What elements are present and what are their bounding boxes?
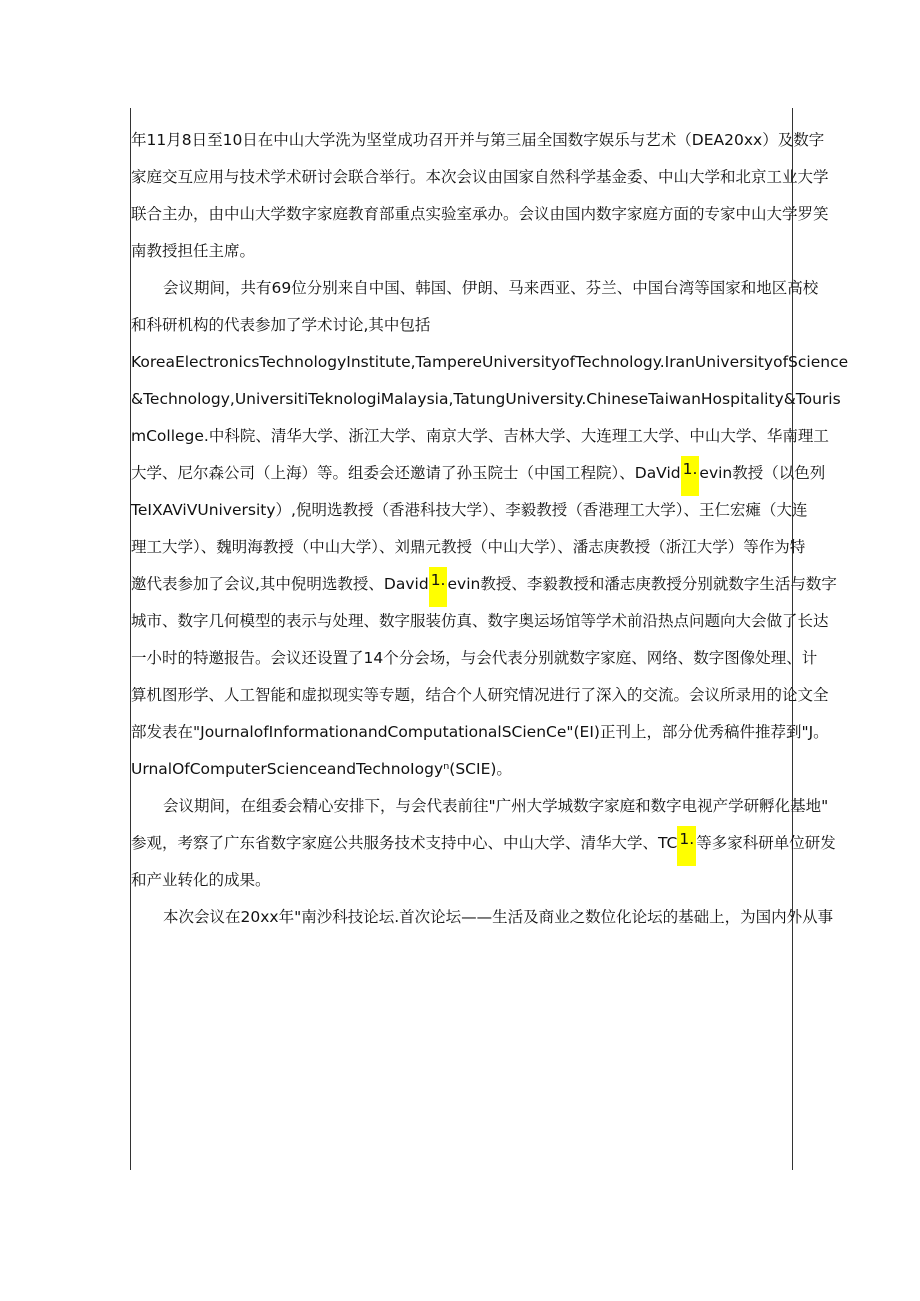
text-line: 本次会议在20xx年"南沙科技论坛.首次论坛——生活及商业之数位化论坛的基础上，为国内外从事 [163,908,834,926]
text-line: 城市、数字几何模型的表示与处理、数字服装仿真、数字奥运场馆等学术前沿热点问题向大会做了长达 [131,612,829,630]
text-line: TeIXAViVUniversity）,倪明选教授（香港科技大学）、李毅教授（香港理工大学）、王仁宏瘫（大连 [131,501,808,519]
document-body [131,122,849,936]
text-line: mCollege.中科院、清华大学、浙江大学、南京大学、吉林大学、大连理工大学、中山大学、华南理工 [131,427,829,445]
text-line: 理工大学）、魏明海教授（中山大学）、刘鼎元教授（中山大学）、潘志庚教授（浙江大学）等作为特 [131,538,806,556]
text-line-with-highlight [131,455,826,492]
text-line: 家庭交互应用与技术学术研讨会联合举行。本次会议由国家自然科学基金委、中山大学和北京工业大学 [131,168,829,186]
line-text-before: 大学、尼尔森公司（上海）等。组委会还邀请了孙玉院士（中国工程院）、DaVid [131,464,681,482]
text-line: 年11月8日至10日在中山大学洗为坚堂成功召开并与第三届全国数字娱乐与艺术（DEA20xx）及数字 [131,131,825,149]
line-text-before: 邀代表参加了会议,其中倪明选教授、David [131,575,429,593]
text-line: &Technology,UniversitiTeknologiMalaysia,TatungUniversity.ChineseTaiwanHospitality&Touris [131,390,841,408]
highlighted-text: 1. [429,567,448,607]
line-text-after: 等多家科研单位研发 [696,834,836,852]
text-line: 算机图形学、人工智能和虚拟现实等专题，结合个人研究情况进行了深入的交流。会议所录用的论文全 [131,686,829,704]
line-text-after: evin教授、李毅教授和潘志庚教授分别就数字生活与数字 [447,575,837,593]
text-line: 联合主办，由中山大学数字家庭教育部重点实验室承办。会议由国内数字家庭方面的专家中山大学罗笑 [131,205,829,223]
text-line: 和产业转化的成果。 [131,871,271,889]
highlighted-text: 1. [681,456,700,496]
line-text-before: 参观，考察了广东省数字家庭公共服务技术支持中心、中山大学、清华大学、TC [131,834,678,852]
text-line: 会议期间，共有69位分别来自中国、韩国、伊朗、马来西亚、芬兰、中国台湾等国家和地区高校 [163,279,819,297]
text-line: 部发表在"JournalofInformationandComputationalSCienCe"(EI)正刊上，部分优秀稿件推荐到"J。 [131,723,829,741]
text-line-with-highlight [131,566,837,603]
text-line: 一小时的特邀报告。会议还设置了14个分会场，与会代表分别就数字家庭、网络、数字图像处理、计 [131,649,818,667]
text-line: 和科研机构的代表参加了学术讨论,其中包括 [131,316,431,334]
highlighted-text: 1. [677,826,696,866]
text-line: 南教授担任主席。 [131,242,256,260]
text-line-with-highlight [131,825,836,862]
text-line: UrnalOfComputerScienceandTechnoIogyⁿ(SCIE)。 [131,760,512,778]
text-line: KoreaElectronicsTechnologyInstitute,TampereUniversityofTechnology.IranUniversityofScience [131,353,849,371]
text-line: 会议期间，在组委会精心安排下，与会代表前往"广州大学城数字家庭和数字电视产学研孵化基地" [163,797,829,815]
line-text-after: evin教授（以色列 [699,464,826,482]
